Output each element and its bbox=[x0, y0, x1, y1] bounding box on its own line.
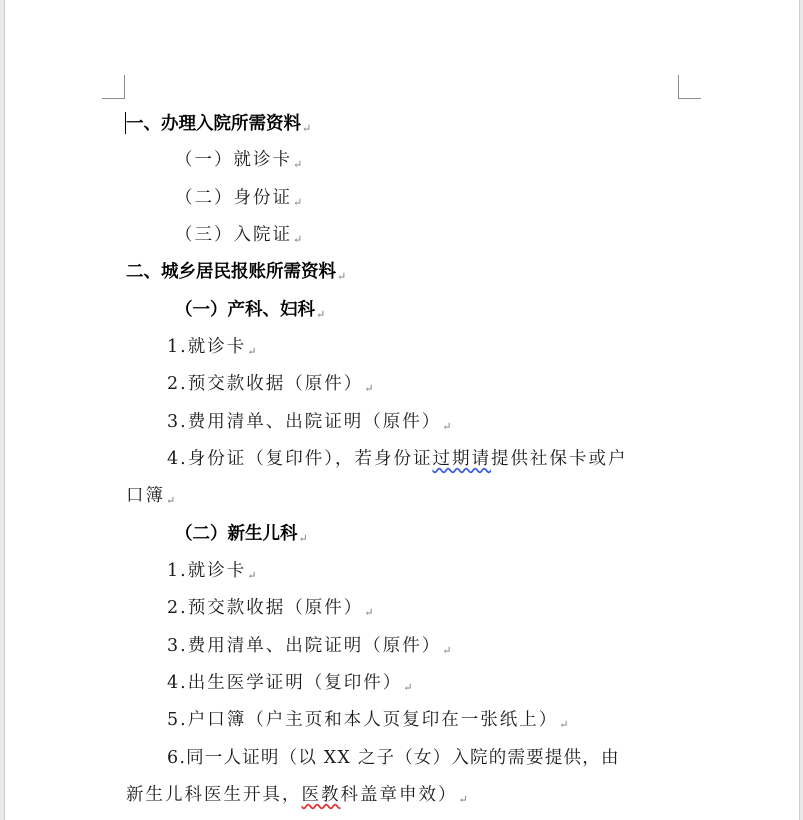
paragraph-mark-icon: ↵ bbox=[293, 233, 305, 246]
list-item[interactable] bbox=[167, 596, 375, 625]
section-heading-2-text: 二、城乡居民报账所需资料 bbox=[126, 262, 336, 282]
paragraph-mark-icon: ↵ bbox=[559, 718, 571, 731]
list-item[interactable] bbox=[167, 634, 453, 663]
paragraph-mark-icon: ↵ bbox=[458, 793, 470, 806]
list-item-text: 4.身份证（复印件），若身份证 bbox=[167, 449, 433, 469]
list-item-text: （二）身份证 bbox=[175, 188, 292, 208]
paragraph-mark-icon: ↵ bbox=[166, 494, 178, 507]
list-item-text: 2.预交款收据（原件） bbox=[167, 598, 364, 618]
list-item-continuation[interactable] bbox=[126, 484, 177, 513]
paragraph-mark-icon: ↵ bbox=[442, 644, 454, 657]
list-item-text: 2.预交款收据（原件） bbox=[167, 374, 364, 394]
section-heading-2[interactable] bbox=[126, 260, 346, 289]
list-item[interactable] bbox=[167, 447, 627, 471]
list-item-text: 6.同一人证明（以 XX 之子（女）入院的需要提供，由 bbox=[167, 748, 620, 768]
subsection-heading-1[interactable] bbox=[175, 298, 325, 327]
list-item-text: 3.费用清单、出院证明（原件） bbox=[167, 412, 442, 432]
list-item[interactable] bbox=[175, 223, 304, 252]
list-item-text: （一）就诊卡 bbox=[175, 150, 292, 170]
list-item-continuation[interactable] bbox=[126, 783, 470, 812]
list-item-text: 1.就诊卡 bbox=[167, 561, 247, 581]
grammar-flagged-text[interactable]: 过期请 bbox=[432, 449, 491, 469]
paragraph-mark-icon: ↵ bbox=[364, 382, 376, 395]
crop-mark-top-right bbox=[678, 75, 701, 99]
section-heading-1[interactable] bbox=[126, 112, 311, 141]
list-item[interactable] bbox=[167, 335, 258, 364]
paragraph-mark-icon: ↵ bbox=[337, 270, 347, 283]
paragraph-mark-icon: ↵ bbox=[247, 345, 259, 358]
list-item[interactable] bbox=[167, 372, 375, 401]
list-item-text: 口簿 bbox=[126, 486, 165, 506]
subsection-heading-2[interactable] bbox=[175, 522, 308, 551]
list-item-text: 3.费用清单、出院证明（原件） bbox=[167, 636, 442, 656]
spelling-flagged-text[interactable]: 医教 bbox=[301, 785, 341, 805]
paragraph-mark-icon: ↵ bbox=[316, 308, 326, 321]
list-item-text: 5.户口簿（户主页和本人页复印在一张纸上） bbox=[167, 710, 559, 730]
paragraph-mark-icon: ↵ bbox=[403, 681, 415, 694]
list-item-text: 1.就诊卡 bbox=[167, 337, 247, 357]
list-item[interactable] bbox=[175, 148, 304, 177]
list-item[interactable] bbox=[167, 671, 414, 700]
crop-mark-top-left bbox=[102, 75, 125, 99]
paragraph-mark-icon: ↵ bbox=[293, 196, 305, 209]
list-item[interactable] bbox=[175, 186, 304, 215]
list-item[interactable] bbox=[167, 708, 570, 737]
paragraph-mark-icon: ↵ bbox=[247, 569, 259, 582]
subsection-heading-1-text: （一）产科、妇科 bbox=[175, 300, 315, 320]
list-item-text: 4.出生医学证明（复印件） bbox=[167, 673, 403, 693]
document-page[interactable] bbox=[4, 0, 800, 820]
list-item[interactable] bbox=[167, 746, 620, 770]
list-item-text: 提供社保卡或户 bbox=[490, 449, 628, 469]
subsection-heading-2-text: （二）新生儿科 bbox=[175, 524, 298, 544]
list-item-text: 新生儿科医生开具， bbox=[126, 785, 302, 805]
list-item[interactable] bbox=[167, 559, 258, 588]
list-item[interactable] bbox=[167, 410, 453, 439]
paragraph-mark-icon: ↵ bbox=[364, 606, 376, 619]
list-item-text: （三）入院证 bbox=[175, 225, 292, 245]
paragraph-mark-icon: ↵ bbox=[293, 158, 305, 171]
paragraph-mark-icon: ↵ bbox=[302, 122, 312, 135]
section-heading-1-text: 一、办理入院所需资料 bbox=[126, 114, 301, 134]
paragraph-mark-icon: ↵ bbox=[298, 532, 308, 545]
list-item-text: 科盖章申效） bbox=[340, 785, 458, 805]
paragraph-mark-icon: ↵ bbox=[442, 420, 454, 433]
